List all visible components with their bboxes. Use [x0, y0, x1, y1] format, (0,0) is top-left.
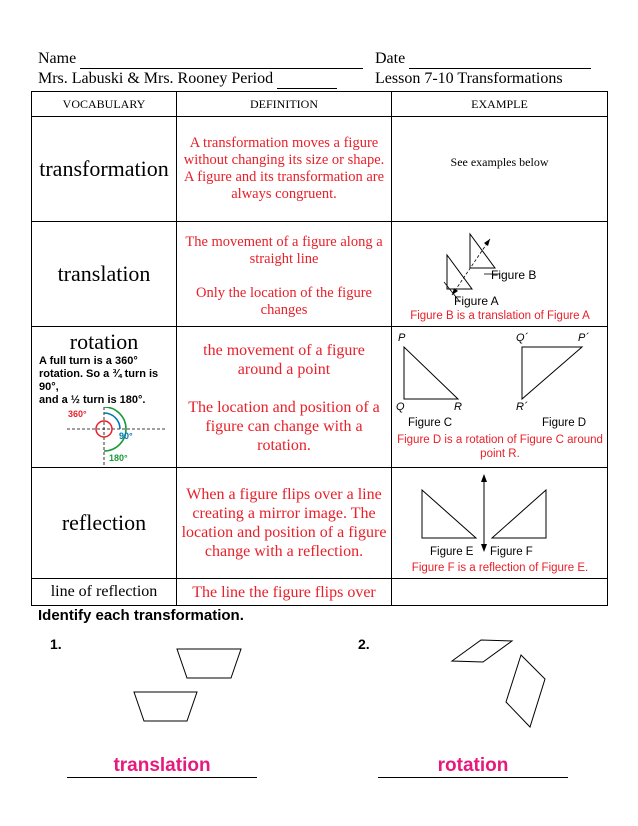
example-reflection [392, 468, 608, 579]
def-rotation [177, 327, 392, 468]
rhombus-figure [445, 635, 565, 735]
table-row [32, 468, 608, 579]
col-example: EXAMPLE [392, 92, 608, 117]
angle-90-label: 90° [119, 431, 133, 441]
def-transformation: A transformation moves a figure without changing its size or shape. A figure and its transformation are always congruent. [177, 117, 392, 222]
lesson-title: Lesson 7-10 Transformations [375, 70, 563, 87]
q1-number: 1. [50, 636, 62, 652]
rotation-note-3: and a ½ turn is 180°. [39, 394, 146, 406]
figure-d-label: Figure D [542, 417, 587, 429]
rotation-note-2: rotation. So a ¾ turn is 90°, [39, 368, 159, 393]
date-line [375, 50, 591, 69]
example-line-of-reflection [392, 579, 608, 606]
term-translation: translation [32, 222, 177, 327]
q1-answer[interactable]: translation [67, 755, 257, 778]
term-transformation: transformation [32, 117, 177, 222]
figure-f-label: Figure F [490, 546, 533, 558]
figure-b-label: Figure B [491, 268, 537, 282]
def-rotation-1: the movement of a figure around a point [203, 342, 365, 378]
translation-caption: Figure B is a translation of Figure A [410, 310, 590, 322]
name-label: Name [38, 50, 77, 67]
label-q-prime: Q´ [516, 332, 529, 344]
label-q: Q [396, 401, 405, 413]
term-rotation-cell [32, 327, 177, 468]
name-field[interactable] [80, 50, 363, 69]
label-r: R [454, 401, 462, 413]
exercise-title: Identify each transformation. [38, 607, 244, 624]
term-line-of-reflection: line of reflection [32, 579, 177, 606]
rotation-note-1: A full turn is a 360° [39, 355, 138, 367]
angle-180-label: 180° [109, 453, 128, 463]
example-rotation [392, 327, 608, 468]
date-label: Date [375, 50, 406, 67]
table-row [32, 117, 608, 222]
def-reflection: When a figure flips over a line creating a mirror image. The location and position of a figure change with a reflection. [177, 468, 392, 579]
teachers-label: Mrs. Labuski & Mrs. Rooney Period [38, 70, 274, 87]
def-rotation-2: The location and position of a figure can change with a rotation. [188, 399, 380, 454]
table-row [32, 327, 608, 468]
def-translation [177, 222, 392, 327]
date-field[interactable] [409, 50, 591, 69]
term-rotation: rotation [69, 329, 139, 354]
name-line [38, 50, 363, 69]
q2-number: 2. [358, 636, 370, 652]
label-p: P [398, 332, 406, 344]
def-translation-1: The movement of a figure along a straight line [185, 234, 383, 267]
def-translation-2: Only the location of the figure changes [196, 285, 372, 318]
figure-e-label: Figure E [430, 546, 474, 558]
col-definition: DEFINITION [177, 92, 392, 117]
reflection-caption: Figure F is a reflection of Figure E. [411, 562, 589, 574]
label-p-prime: P´ [578, 332, 589, 344]
example-translation [392, 222, 608, 327]
vocab-table [31, 91, 608, 606]
term-reflection: reflection [32, 468, 177, 579]
col-vocabulary: VOCABULARY [32, 92, 177, 117]
angle-360-label: 360° [68, 409, 87, 419]
period-field[interactable] [277, 70, 337, 89]
example-transformation: See examples below [392, 117, 608, 222]
rotation-note [32, 355, 176, 407]
table-row [32, 579, 608, 606]
table-row [32, 222, 608, 327]
teacher-line [38, 70, 337, 89]
table-header-row [32, 92, 608, 117]
figure-a-label: Figure A [454, 294, 499, 308]
figure-c-label: Figure C [408, 417, 453, 429]
rotation-caption: Figure D is a rotation of Figure C around point R. [397, 434, 603, 460]
q2-answer[interactable]: rotation [378, 755, 568, 778]
def-line-of-reflection: The line the figure flips over [177, 579, 392, 606]
label-r-prime: R´ [516, 401, 528, 413]
trapezoid-figure [120, 640, 260, 730]
